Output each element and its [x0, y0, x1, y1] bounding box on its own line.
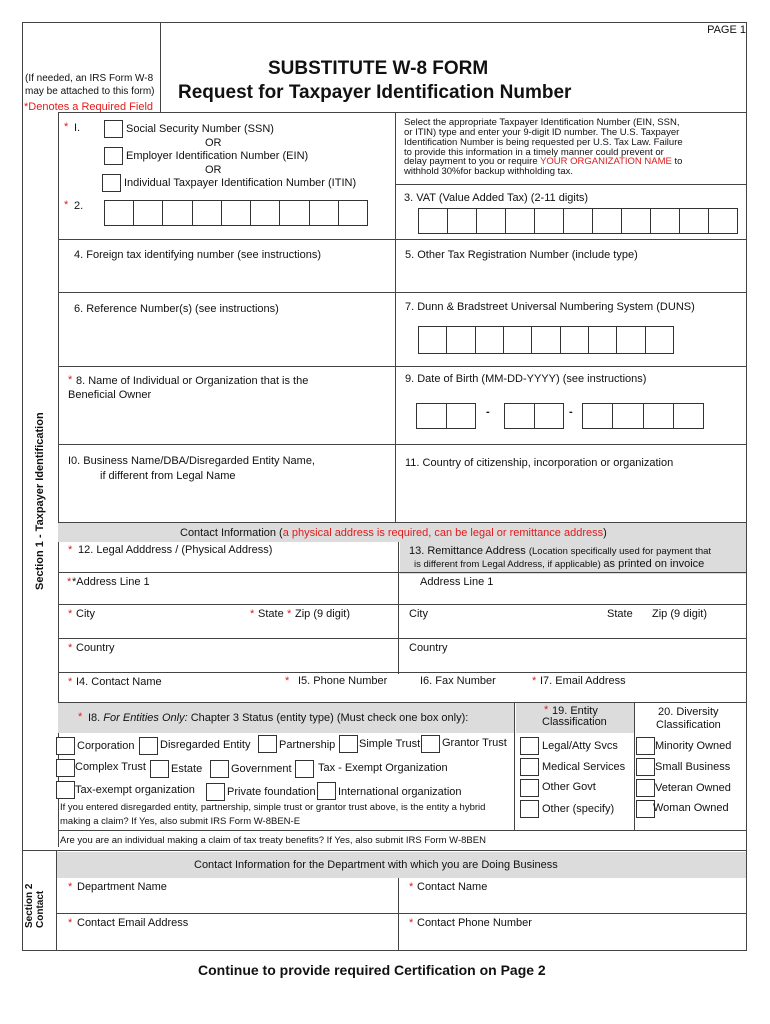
- form-title: SUBSTITUTE W-8 FORM: [268, 58, 489, 79]
- private-foundation-checkbox[interactable]: [206, 783, 225, 801]
- tin-digit[interactable]: [251, 201, 280, 225]
- required-star: *: [68, 917, 73, 929]
- legal-atty-svcs-label: Legal/Atty Svcs: [542, 740, 618, 752]
- business-name-input[interactable]: [64, 488, 388, 518]
- dept-contact-name-label: Contact Name: [417, 881, 488, 893]
- section2-label: Section 2 Contact: [24, 883, 46, 928]
- row-divider: [58, 366, 746, 367]
- remittance-address-note: is different from Legal Address, if applicable) as printed on invoice: [414, 558, 705, 570]
- diversity-classification-label-1: 20. Diversity: [658, 706, 719, 718]
- required-field-note: *Denotes a Required Field: [24, 101, 154, 113]
- required-star: *: [250, 608, 255, 620]
- continue-note: Continue to provide required Certification on Page 2: [198, 962, 546, 978]
- estate-checkbox[interactable]: [150, 760, 169, 778]
- row-divider: [58, 112, 746, 113]
- dob-day-boxes[interactable]: [504, 403, 564, 429]
- row-divider: [58, 522, 746, 523]
- required-star: *: [285, 675, 290, 687]
- department-name-input[interactable]: [62, 896, 392, 912]
- country-citizenship-input[interactable]: [402, 476, 740, 516]
- grantor-trust-checkbox[interactable]: [421, 735, 440, 753]
- minority-owned-label: Minority Owned: [655, 740, 732, 752]
- veteran-owned-checkbox[interactable]: [636, 779, 655, 797]
- international-organization-checkbox[interactable]: [317, 782, 336, 800]
- required-star: *: [68, 374, 73, 386]
- duns-digit-boxes[interactable]: [418, 326, 674, 354]
- tax-exempt-org-label: Tax-exempt organization: [75, 784, 195, 796]
- header-divider: [160, 22, 161, 112]
- other-specify-checkbox[interactable]: [520, 800, 539, 818]
- dob-month-boxes[interactable]: [416, 403, 476, 429]
- required-star: *: [409, 917, 414, 929]
- legal-state-label: State: [258, 608, 284, 620]
- required-star: *: [68, 608, 73, 620]
- ssn-checkbox[interactable]: [104, 120, 123, 138]
- tin-digit[interactable]: [339, 201, 367, 225]
- row-divider: [58, 444, 746, 445]
- frame-right: [746, 22, 747, 950]
- required-star: *: [409, 881, 414, 893]
- other-specify-label: Other (specify): [542, 803, 615, 815]
- frame-top: [22, 22, 747, 23]
- required-star: *: [68, 881, 73, 893]
- other-tax-reg-label: 5. Other Tax Registration Number (include type): [405, 249, 638, 261]
- ein-label: Employer Identification Number (EIN): [126, 150, 309, 162]
- tin-digit[interactable]: [280, 201, 309, 225]
- tin-instructions-2: or ITIN) type and enter your 9-digit ID number. The U.S. Taxpayer: [404, 127, 680, 138]
- tax-exempt-organization-label: Tax - Exempt Organization: [318, 762, 448, 774]
- vat-label: 3. VAT (Value Added Tax) (2-11 digits): [404, 192, 589, 204]
- tin-instructions-6: withhold 30%for backup withholding tax.: [404, 166, 573, 177]
- tin-instructions-1: Select the appropriate Taxpayer Identification Number (EIN, SSN,: [404, 117, 680, 128]
- phone-number-label: I5. Phone Number: [298, 675, 388, 687]
- tin-instructions-3: Identification Number is being requested per U.S. Tax Law. Failure: [404, 137, 683, 148]
- hybrid-question-2: making a claim? If Yes, also submit IRS Form W-8BEN-E: [60, 816, 301, 827]
- reference-number-input[interactable]: [64, 320, 388, 360]
- complex-trust-label: Complex Trust: [75, 761, 146, 773]
- entity-status-label: I8. For Entities Only: Chapter 3 Status (entity type) (Must check one box only):: [88, 712, 469, 724]
- foreign-tin-input[interactable]: [64, 266, 388, 288]
- dob-separator: -: [486, 406, 490, 418]
- tin-digit[interactable]: [193, 201, 222, 225]
- medical-services-label: Medical Services: [542, 761, 626, 773]
- other-govt-label: Other Govt: [542, 781, 596, 793]
- fax-number-label: I6. Fax Number: [420, 675, 496, 687]
- required-star: *: [64, 199, 69, 211]
- foreign-tin-label: 4. Foreign tax identifying number (see instructions): [74, 249, 322, 261]
- attachment-note-2: may be attached to this form): [25, 86, 155, 97]
- vat-digit-boxes[interactable]: [418, 208, 738, 234]
- tin-digit[interactable]: [222, 201, 251, 225]
- organization-name: YOUR ORGANIZATION NAME: [540, 156, 672, 167]
- tax-exempt-org-checkbox[interactable]: [56, 781, 75, 799]
- complex-trust-checkbox[interactable]: [56, 759, 75, 777]
- dept-contact-name-input[interactable]: [404, 896, 740, 912]
- row-divider: [56, 913, 746, 914]
- remit-country-label: Country: [409, 642, 448, 654]
- minority-owned-checkbox[interactable]: [636, 737, 655, 755]
- row-divider: [58, 638, 746, 639]
- field-2-number: 2.: [74, 200, 84, 212]
- required-star: *: [532, 675, 537, 687]
- diversity-classification-label-2: Classification: [656, 719, 721, 731]
- itin-label: Individual Taxpayer Identification Number (ITIN): [124, 177, 357, 189]
- corporation-label: Corporation: [77, 740, 135, 752]
- dept-contact-email-input[interactable]: [62, 932, 392, 948]
- entity-classification-label-1: 19. Entity: [552, 705, 598, 717]
- row-divider: [58, 830, 746, 831]
- row-divider: [58, 292, 746, 293]
- column-divider: [398, 878, 399, 950]
- international-organization-label: International organization: [338, 786, 462, 798]
- frame-bottom: [22, 950, 747, 951]
- partnership-checkbox[interactable]: [258, 735, 277, 753]
- itin-checkbox[interactable]: [102, 174, 121, 192]
- ssn-label: Social Security Number (SSN): [126, 123, 274, 135]
- tin-instructions-4: to provide this information in a timely manner could prevent or: [404, 147, 664, 158]
- contact-name-label: I4. Contact Name: [76, 676, 162, 688]
- required-star: *: [64, 121, 69, 133]
- remit-address-line1-label: Address Line 1: [420, 576, 494, 588]
- required-star: *: [544, 704, 549, 716]
- simple-trust-label: Simple Trust: [359, 738, 421, 750]
- beneficial-owner-label-1: 8. Name of Individual or Organization that is the: [76, 375, 309, 387]
- row-divider: [58, 672, 746, 673]
- veteran-owned-label: Veteran Owned: [655, 782, 731, 794]
- required-star: *: [287, 608, 292, 620]
- beneficial-owner-label-2: Beneficial Owner: [68, 389, 152, 401]
- attachment-note-1: (If needed, an IRS Form W-8: [25, 73, 154, 84]
- business-name-label-1: I0. Business Name/DBA/Disregarded Entity Name,: [68, 455, 315, 467]
- business-name-label-2: if different from Legal Name: [100, 470, 236, 482]
- disregarded-entity-label: Disregarded Entity: [160, 739, 251, 751]
- beneficial-owner-input[interactable]: [64, 406, 388, 440]
- small-business-label: Small Business: [655, 761, 731, 773]
- remit-state-label: State: [607, 608, 633, 620]
- column-divider: [398, 542, 399, 674]
- simple-trust-checkbox[interactable]: [339, 735, 358, 753]
- or-text: OR: [205, 137, 222, 149]
- tin-digit[interactable]: [105, 201, 134, 225]
- row-divider: [395, 184, 746, 185]
- contact-heading: Contact Information (a physical address is required, can be legal or remittance address): [180, 527, 607, 539]
- government-label: Government: [231, 763, 292, 775]
- column-divider: [395, 112, 396, 532]
- tin-digit[interactable]: [134, 201, 163, 225]
- woman-owned-label: Woman Owned: [653, 802, 729, 814]
- other-tax-reg-input[interactable]: [402, 266, 740, 288]
- column-divider: [514, 702, 515, 830]
- legal-address-line1-input[interactable]: [64, 589, 394, 603]
- page-number: PAGE 1: [707, 24, 746, 36]
- grantor-trust-label: Grantor Trust: [442, 737, 507, 749]
- other-govt-checkbox[interactable]: [520, 779, 539, 797]
- corporation-checkbox[interactable]: [56, 737, 75, 755]
- tin-digit[interactable]: [163, 201, 192, 225]
- dept-contact-phone-input[interactable]: [404, 932, 740, 948]
- field-1-number: I.: [74, 122, 81, 134]
- required-star: *: [68, 544, 73, 556]
- tin-digit-boxes[interactable]: [104, 200, 368, 226]
- department-name-label: Department Name: [77, 881, 167, 893]
- entity-classification-label-2: Classification: [542, 716, 607, 728]
- reference-number-label: 6. Reference Number(s) (see instructions): [74, 303, 279, 315]
- legal-address-label: 12. Legal Adddress / (Physical Address): [78, 544, 273, 556]
- legal-country-label: Country: [76, 642, 115, 654]
- private-foundation-label: Private foundation: [227, 786, 316, 798]
- row-divider: [58, 239, 746, 240]
- government-checkbox[interactable]: [210, 760, 229, 778]
- small-business-checkbox[interactable]: [636, 758, 655, 776]
- dob-separator: -: [569, 406, 573, 418]
- remit-city-label: City: [409, 608, 428, 620]
- hybrid-question-1: If you entered disregarded entity, partnership, simple trust or grantor trust above, is the entity a hybrid: [60, 802, 486, 813]
- legal-atty-svcs-checkbox[interactable]: [520, 737, 539, 755]
- medical-services-checkbox[interactable]: [520, 758, 539, 776]
- legal-address-line1-label: *Address Line 1: [72, 576, 150, 588]
- legal-city-label: City: [76, 608, 95, 620]
- disregarded-entity-checkbox[interactable]: [139, 737, 158, 755]
- remit-zip-label: Zip (9 digit): [652, 608, 708, 620]
- legal-zip-label: Zip (9 digit): [295, 608, 351, 620]
- required-star: *: [67, 576, 72, 588]
- duns-label: 7. Dunn & Bradstreet Universal Numbering System (DUNS): [405, 301, 695, 313]
- required-star: *: [68, 676, 73, 688]
- partnership-label: Partnership: [279, 739, 336, 751]
- section-divider: [22, 850, 746, 851]
- row-divider: [58, 572, 746, 573]
- dob-label: 9. Date of Birth (MM-DD-YYYY) (see instructions): [405, 373, 647, 385]
- treaty-question: Are you are an individual making a claim of tax treaty benefits? If Yes, also submit IRS Form W-8BEN: [60, 835, 486, 846]
- tin-instructions-5: delay payment to you or require YOUR ORGANIZATION NAME to: [404, 156, 683, 167]
- dept-contact-phone-label: Contact Phone Number: [417, 917, 532, 929]
- or-text: OR: [205, 164, 222, 176]
- tin-digit[interactable]: [310, 201, 339, 225]
- section1-label: Section 1 - Taxpayer Identification: [34, 412, 46, 590]
- ein-checkbox[interactable]: [104, 147, 123, 165]
- remittance-address-label: 13. Remittance Address (Location specifically used for payment that: [409, 545, 712, 557]
- required-star: *: [78, 711, 83, 723]
- frame-left: [22, 22, 23, 950]
- column-divider: [634, 702, 635, 830]
- dob-year-boxes[interactable]: [582, 403, 704, 429]
- required-star: *: [68, 642, 73, 654]
- country-citizenship-label: 11. Country of citizenship, incorporation or organization: [405, 457, 674, 469]
- remit-address-line1-input[interactable]: [402, 589, 740, 603]
- dept-contact-email-label: Contact Email Address: [77, 917, 189, 929]
- tax-exempt-organization-checkbox[interactable]: [295, 760, 314, 778]
- email-address-label: I7. Email Address: [540, 675, 626, 687]
- form-subtitle: Request for Taxpayer Identification Number: [178, 82, 572, 103]
- row-divider: [58, 604, 746, 605]
- estate-label: Estate: [171, 763, 203, 775]
- section2-heading: Contact Information for the Department with which you are Doing Business: [194, 859, 558, 871]
